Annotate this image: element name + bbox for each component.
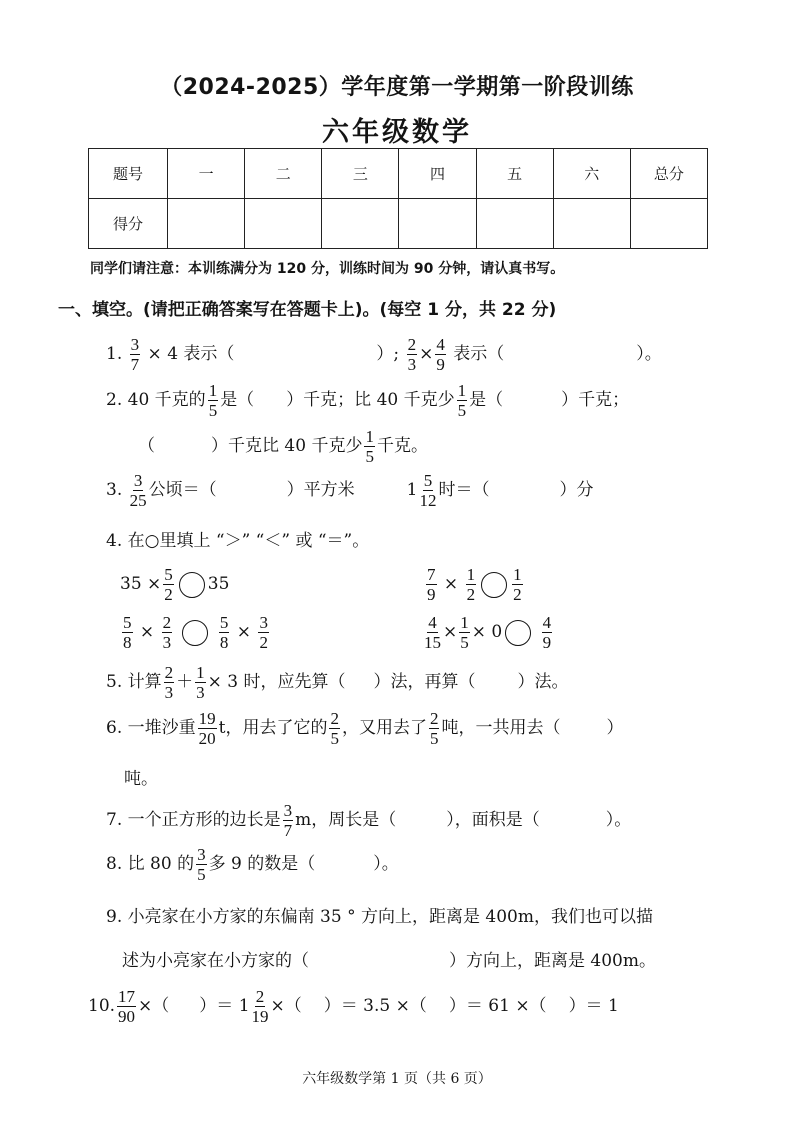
denominator: 9 — [436, 355, 445, 374]
question-8 — [106, 846, 399, 883]
denominator: 5 — [457, 401, 467, 420]
numerator: 5 — [423, 471, 433, 490]
compare-item-a — [120, 566, 229, 603]
denominator: 90 — [118, 1007, 136, 1026]
exam-title: （2024-2025）学年度第一学期第一阶段训练 — [160, 75, 634, 100]
numerator: 2 — [330, 709, 339, 728]
question-7 — [106, 802, 631, 839]
page-footer: 六年级数学第 1 页（共 6 页） — [302, 1071, 492, 1087]
expression-text: 35 — [207, 574, 230, 594]
score-table — [88, 148, 708, 249]
question-6 — [106, 710, 623, 747]
denominator: 20 — [198, 729, 216, 748]
score-cell[interactable] — [322, 199, 399, 249]
question-10 — [88, 988, 619, 1025]
numerator: 17 — [118, 987, 136, 1006]
score-header-cell: 三 — [322, 149, 399, 199]
numerator: 2 — [162, 613, 172, 632]
score-header-cell: 五 — [476, 149, 553, 199]
numerator: 3 — [133, 471, 143, 490]
whole-number: 1 — [406, 480, 418, 500]
fraction — [198, 710, 217, 747]
numerator: 4 — [428, 613, 437, 632]
denominator: 8 — [123, 633, 132, 652]
fraction — [117, 988, 136, 1025]
fraction — [130, 472, 147, 509]
numerator: 2 — [164, 663, 174, 682]
numerator: 1 — [196, 663, 205, 682]
fraction — [258, 614, 269, 651]
denominator: 9 — [427, 585, 436, 604]
fraction — [283, 802, 294, 839]
numerator: 3 — [259, 613, 268, 632]
question-5 — [106, 664, 569, 701]
operator: × — [443, 574, 459, 594]
score-header-cell: 题号 — [89, 149, 168, 199]
numerator: 1 — [460, 613, 469, 632]
question-text: ）分 — [559, 480, 594, 500]
score-header-cell: 六 — [553, 149, 630, 199]
question-9-line-2 — [122, 946, 656, 971]
denominator: 2 — [466, 585, 476, 604]
score-cell[interactable] — [553, 199, 630, 249]
question-text: ）法，再算（ — [373, 672, 476, 692]
denominator: 5 — [208, 401, 218, 420]
question-number: 7. — [106, 810, 123, 830]
fraction — [435, 336, 446, 373]
notice-text: 同学们请注意：本训练满分为 120 分，训练时间为 90 分钟，请认真书写。 — [90, 261, 565, 277]
question-9 — [106, 902, 653, 927]
numerator: 1 — [513, 565, 522, 584]
numerator: 4 — [542, 613, 552, 632]
denominator: 7 — [283, 821, 293, 840]
question-text: × 4 表示（ — [147, 344, 235, 364]
question-text: t，用去了它的 — [218, 718, 328, 738]
denominator: 5 — [197, 865, 206, 884]
score-cell[interactable] — [245, 199, 322, 249]
fraction — [252, 988, 269, 1025]
answer-circle[interactable] — [481, 572, 507, 598]
question-3 — [106, 472, 593, 509]
score-table-header-row — [89, 149, 708, 199]
fraction — [459, 614, 470, 651]
denominator: 2 — [513, 585, 522, 604]
question-text: 是（ — [469, 390, 504, 410]
question-number: 8. — [106, 854, 123, 874]
fraction — [196, 846, 207, 883]
operator: × — [443, 622, 458, 642]
question-text: ）法。 — [517, 672, 569, 692]
fraction — [466, 566, 477, 603]
numerator: 1 — [466, 565, 476, 584]
denominator: 3 — [196, 683, 205, 702]
question-1 — [106, 336, 662, 373]
fraction — [195, 664, 206, 701]
numerator: 3 — [197, 845, 206, 864]
question-text: （ — [138, 436, 155, 456]
fraction — [164, 664, 175, 701]
numerator: 3 — [130, 335, 140, 354]
question-text: 千克。 — [376, 436, 428, 456]
fraction — [424, 614, 441, 651]
fraction — [512, 566, 523, 603]
score-cell[interactable] — [168, 199, 245, 249]
question-text: 在○里填上 “＞” “＜” 或 “＝”。 — [127, 531, 370, 551]
question-2-line-2 — [138, 428, 428, 465]
score-cell[interactable] — [476, 199, 553, 249]
fraction — [407, 336, 418, 373]
question-number: 6. — [106, 718, 123, 738]
denominator: 3 — [407, 355, 417, 374]
numerator: 5 — [164, 565, 173, 584]
fraction — [122, 614, 133, 651]
numerator: 2 — [255, 987, 265, 1006]
question-text: 一堆沙重 — [127, 718, 196, 738]
fraction — [163, 566, 174, 603]
question-text: ）千克； — [561, 390, 630, 410]
question-text: 小亮家在小方家的东偏南 35 ° 方向上，距离是 400m，我们也可以描 — [127, 907, 653, 927]
question-4 — [106, 526, 369, 551]
question-number: 9. — [106, 907, 123, 927]
question-number: 3. — [106, 480, 123, 500]
denominator: 5 — [330, 729, 339, 748]
question-number: 10. — [88, 996, 116, 1016]
question-text: 述为小亮家在小方家的（ — [122, 951, 309, 971]
question-text: 比 80 的 — [127, 854, 195, 874]
question-text: ）。 — [636, 344, 662, 364]
question-text: × 3 时，应先算（ — [207, 672, 346, 692]
numerator: 19 — [198, 709, 216, 728]
question-2 — [106, 382, 629, 419]
fraction — [457, 382, 468, 419]
fraction — [364, 428, 375, 465]
denominator: 15 — [424, 633, 441, 652]
question-text: ）平方米 — [286, 480, 355, 500]
denominator: 3 — [164, 683, 174, 702]
fraction — [426, 566, 437, 603]
fraction — [329, 710, 340, 747]
question-text: ）千克；比 40 千克少 — [286, 390, 455, 410]
compare-item-c — [120, 614, 271, 651]
fraction — [208, 382, 219, 419]
question-text: ，又用去了 — [341, 718, 427, 738]
answer-circle[interactable] — [505, 620, 531, 646]
question-text: ） — [606, 718, 624, 738]
numerator: 1 — [457, 381, 467, 400]
score-header-cell: 二 — [245, 149, 322, 199]
denominator: 2 — [259, 633, 268, 652]
denominator: 3 — [162, 633, 172, 652]
question-text: 吨，一共用去（ — [441, 718, 561, 738]
question-text: ）＝ 3.5 ×（ — [323, 996, 427, 1016]
numerator: 5 — [123, 613, 132, 632]
subject-title: 六年级数学 — [322, 117, 472, 148]
fraction — [219, 614, 230, 651]
numerator: 1 — [365, 427, 374, 446]
score-header-cell: 一 — [168, 149, 245, 199]
score-header-cell: 总分 — [630, 149, 707, 199]
score-row-label: 得分 — [89, 199, 168, 249]
numerator: 2 — [429, 709, 439, 728]
expression-text: 35 × — [120, 574, 162, 594]
score-table-score-row — [89, 199, 708, 249]
denominator: 5 — [365, 447, 374, 466]
question-text: ）。 — [605, 810, 632, 830]
operator: × — [236, 622, 252, 642]
score-cell[interactable] — [630, 199, 707, 249]
question-text: ×（ — [138, 996, 170, 1016]
question-number: 5. — [106, 672, 123, 692]
expression-text: × 0 — [471, 622, 503, 642]
denominator: 7 — [130, 355, 140, 374]
denominator: 2 — [164, 585, 173, 604]
question-6-line-2 — [124, 764, 158, 789]
question-text: 时＝（ — [438, 480, 490, 500]
numerator: 3 — [283, 801, 293, 820]
question-number: 2. — [106, 390, 123, 410]
numerator: 2 — [407, 335, 417, 354]
compare-item-b — [424, 566, 525, 603]
compare-item-d — [422, 614, 554, 651]
numerator: 4 — [436, 335, 445, 354]
denominator: 5 — [429, 729, 439, 748]
fraction — [419, 472, 436, 509]
question-text: 一个正方形的边长是 — [127, 810, 281, 830]
operator: × — [419, 344, 434, 364]
question-text: 40 千克的 — [127, 390, 206, 410]
answer-circle[interactable] — [182, 620, 208, 646]
score-cell[interactable] — [399, 199, 476, 249]
question-text: ）＝ 1 — [199, 996, 250, 1016]
numerator: 7 — [427, 565, 436, 584]
question-text: 多 9 的数是（ — [208, 854, 316, 874]
question-text: 是（ — [220, 390, 255, 410]
numerator: 1 — [208, 381, 218, 400]
question-text: ×（ — [270, 996, 302, 1016]
fraction — [130, 336, 141, 373]
question-text: 计算 — [127, 672, 162, 692]
question-text: 公顷＝（ — [148, 480, 217, 500]
question-text: ）千克比 40 千克少 — [211, 436, 363, 456]
numerator: 5 — [219, 613, 229, 632]
question-text: m，周长是（ — [295, 810, 397, 830]
fraction — [429, 710, 440, 747]
question-text: ）方向上，距离是 400m。 — [449, 951, 656, 971]
score-header-cell: 四 — [399, 149, 476, 199]
question-number: 4. — [106, 531, 123, 551]
question-text: ）＝ 61 ×（ — [448, 996, 547, 1016]
denominator: 19 — [251, 1007, 269, 1026]
denominator: 25 — [129, 491, 147, 510]
question-text: 表示（ — [453, 344, 505, 364]
denominator: 12 — [419, 491, 437, 510]
fraction — [162, 614, 173, 651]
denominator: 5 — [460, 633, 469, 652]
denominator: 9 — [542, 633, 552, 652]
question-text: ）＝ 1 — [568, 996, 619, 1016]
section-heading: 一、填空。(请把正确答案写在答题卡上)。(每空 1 分，共 22 分) — [58, 300, 557, 320]
question-text: ），面积是（ — [446, 810, 540, 830]
fraction — [542, 614, 553, 651]
question-text: ）; — [376, 344, 400, 364]
question-text: 吨。 — [124, 769, 158, 789]
question-text: ）。 — [373, 854, 399, 874]
operator: ＋ — [176, 672, 194, 692]
answer-circle[interactable] — [179, 572, 205, 598]
question-number: 1. — [106, 344, 123, 364]
operator: × — [139, 622, 155, 642]
denominator: 8 — [219, 633, 229, 652]
